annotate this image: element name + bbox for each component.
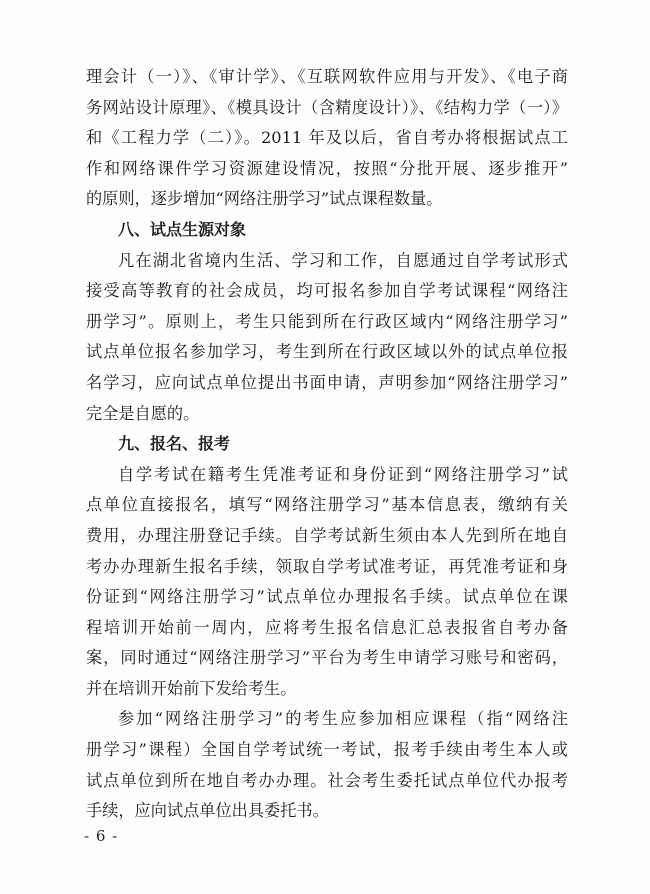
text-line: 和《工程力学（二）》。2011 年及以后，省自考办将根据试点工 <box>86 128 568 148</box>
text-line: 案，同时通过“网络注册学习”平台为考生申请学习账号和密码， <box>86 648 568 668</box>
text-line: 费用，办理注册登记手续。自学考试新生须由本人先到所在地自 <box>86 525 568 545</box>
text-line: 名学习，应向试点单位提出书面申请，声明参加“网络注册学习” <box>86 372 568 392</box>
section-heading: 八、试点生源对象 <box>118 219 247 239</box>
text-line: 册学习”。原则上，考生只能到所在行政区域内“网络注册学习” <box>86 311 568 331</box>
page-number: - 6 - <box>84 827 119 845</box>
text-line: 接受高等教育的社会成员，均可报名参加自学考试课程“网络注 <box>86 281 568 301</box>
text-line: 凡在湖北省境内生活、学习和工作，自愿通过自学考试形式 <box>118 250 568 270</box>
text-line: 试点单位报名参加学习，考生到所在行政区域以外的试点单位报 <box>86 342 568 362</box>
text-line: 作和网络课件学习资源建设情况，按照“分批开展、逐步推开” <box>86 158 568 178</box>
text-line: 并在培训开始前下发给考生。 <box>86 678 297 698</box>
text-line: 参加“网络注册学习”的考生应参加相应课程（指“网络注 <box>118 709 568 729</box>
text-line: 理会计（一）》、《审计学》、《互联网软件应用与开发》、《电子商 <box>86 67 568 86</box>
text-line: 册学习”课程）全国自学考试统一考试，报考手续由考生本人或 <box>86 740 568 760</box>
text-line: 手续，应向试点单位出具委托书。 <box>86 801 329 821</box>
text-line: 完全是自愿的。 <box>86 403 200 423</box>
text-line: 的原则，逐步增加“网络注册学习”试点课程数量。 <box>86 189 443 209</box>
body-text <box>86 62 568 827</box>
text-line: 务网站设计原理》、《模具设计（含精度设计）》、《结构力学（一）》 <box>86 97 568 117</box>
text-line: 考办办理新生报名手续，领取自学考试准考证，再凭准考证和身 <box>86 556 568 576</box>
text-line: 份证到“网络注册学习”试点单位办理报名手续。试点单位在课 <box>86 587 568 607</box>
section-heading: 九、报名、报考 <box>118 434 231 454</box>
text-line: 点单位直接报名，填写“网络注册学习”基本信息表，缴纳有关 <box>86 495 568 515</box>
text-line: 程培训开始前一周内，应将考生报名信息汇总表报省自考办备 <box>86 617 568 637</box>
text-line: 自学考试在籍考生凭准考证和身份证到“网络注册学习”试 <box>118 464 568 484</box>
text-line: 试点单位到所在地自考办办理。社会考生委托试点单位代办报考 <box>86 770 568 790</box>
